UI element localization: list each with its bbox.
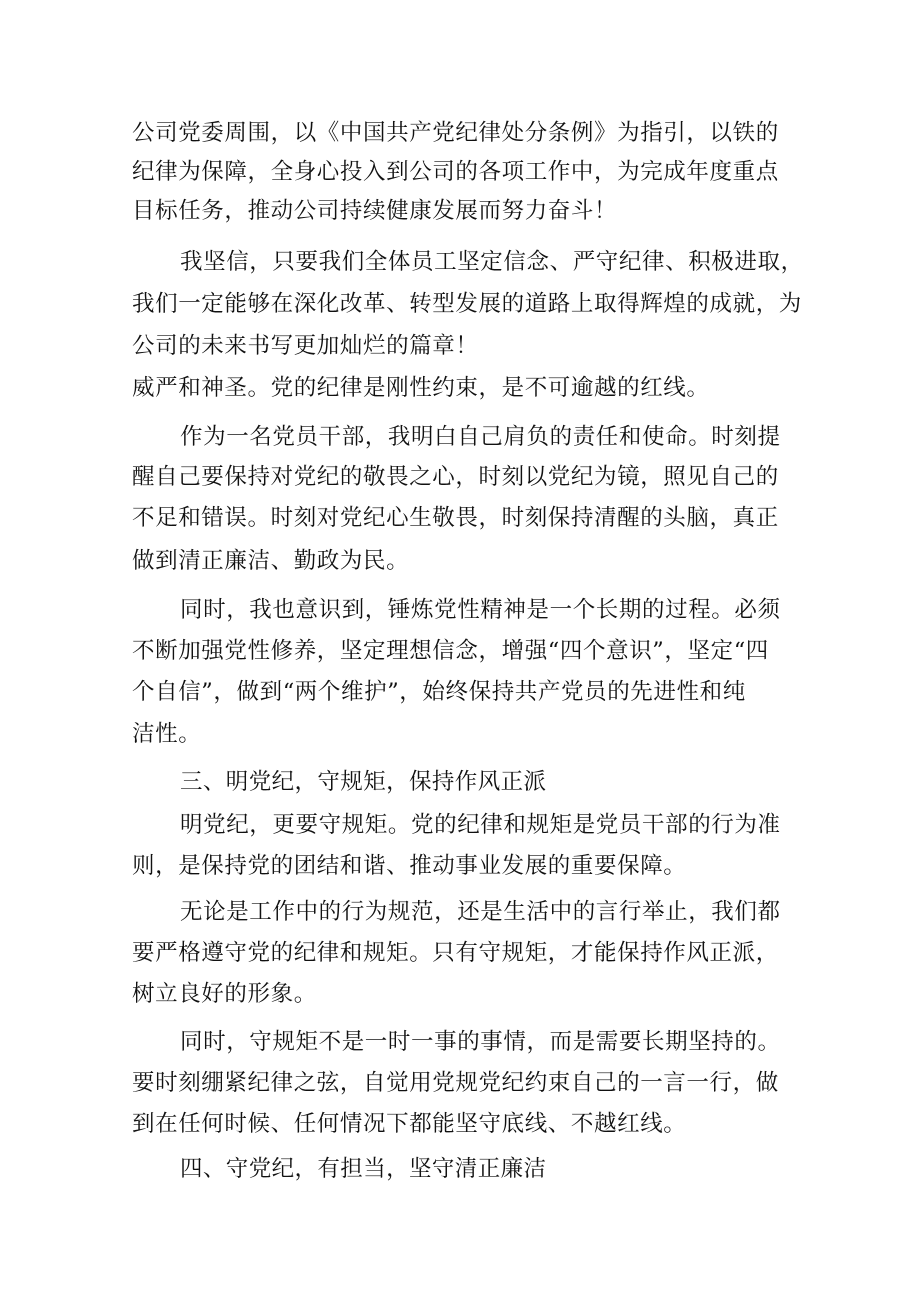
text-line: 威严和神圣。党的纪律是刚性约束，是不可逾越的红线。 — [132, 375, 710, 401]
text-line: 纪律为保障，全身心投入到公司的各项工作中，为完成年度重点 — [132, 159, 779, 185]
text-line: 个自信”，做到“两个维护”，始终保持共产党员的先进性和纯 — [132, 679, 746, 705]
text-line: 要严格遵守党的纪律和规矩。只有守规矩，才能保持作风正派， — [132, 940, 779, 966]
text-line: 公司的未来书写更加灿烂的篇章！ — [132, 333, 479, 359]
text-line: 我们一定能够在深化改革、转型发展的道路上取得辉煌的成就，为 — [132, 291, 802, 317]
text-line: 醒自己要保持对党纪的敬畏之心，时刻以党纪为镜，照见自己的 — [132, 464, 779, 490]
text-line: 公司党委周围，以《中国共产党纪律处分条例》为指引，以铁的 — [132, 120, 779, 146]
text-line: 同时，我也意识到，锤炼党性精神是一个长期的过程。必须 — [180, 597, 781, 623]
text-line: 不断加强党性修养，坚定理想信念，增强“四个意识”，坚定“四 — [132, 638, 769, 664]
text-line: 明党纪，更要守规矩。党的纪律和规矩是党员干部的行为准 — [180, 812, 781, 838]
text-line: 目标任务，推动公司持续健康发展而努力奋斗！ — [132, 198, 618, 224]
section-heading-3: 三、明党纪，守规矩，保持作风正派 — [180, 769, 547, 795]
text-line: 树立良好的形象。 — [132, 981, 317, 1007]
section-heading-4: 四、守党纪，有担当，坚守清正廉洁 — [180, 1156, 547, 1182]
text-line: 要时刻绷紧纪律之弦，自觉用党规党纪约束自己的一言一行，做 — [132, 1070, 779, 1096]
text-line: 做到清正廉洁、勤政为民。 — [132, 548, 410, 574]
text-line: 我坚信，只要我们全体员工坚定信念、严守纪律、积极进取， — [180, 249, 804, 275]
text-line: 不足和错误。时刻对党纪心生敬畏，时刻保持清醒的头脑，真正 — [132, 505, 779, 531]
text-line: 到在任何时候、任何情况下都能坚守底线、不越红线。 — [132, 1111, 687, 1137]
text-line: 洁性。 — [132, 721, 202, 747]
text-line: 无论是工作中的行为规范，还是生活中的言行举止，我们都 — [180, 899, 781, 925]
text-line: 作为一名党员干部，我明白自己肩负的责任和使命。时刻提 — [180, 424, 781, 450]
text-line: 则，是保持党的团结和谐、推动事业发展的重要保障。 — [132, 853, 687, 879]
text-line: 同时，守规矩不是一时一事的事情，而是需要长期坚持的。 — [180, 1029, 781, 1055]
